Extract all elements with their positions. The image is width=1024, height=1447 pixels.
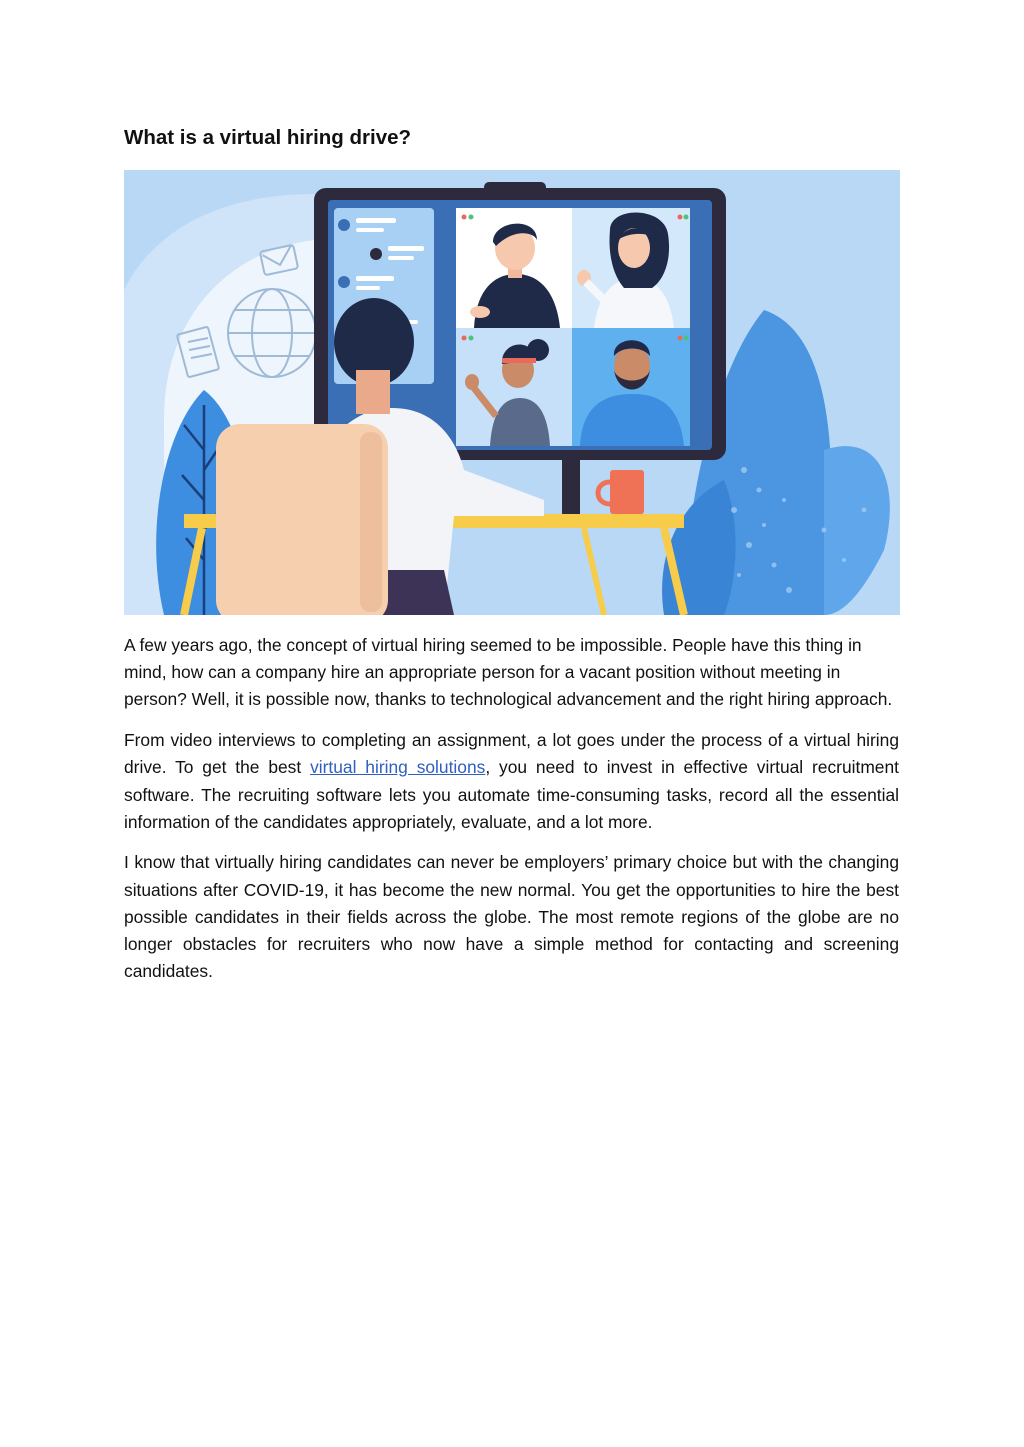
virtual-hiring-solutions-link[interactable]: virtual hiring solutions — [310, 757, 486, 778]
paragraph-2-before: From video interviews to completing an assignment, a lot goes under the process of a virtual hiring drive. To get the best — [124, 730, 899, 778]
video-conference-illustration — [124, 170, 900, 615]
paragraph-3: I know that virtually hiring candidates can never be employers’ primary choice but with the changing situations after COVID-19, it has become the new normal. You get the opportunities to hire the best possible candidates in their fields across the globe. The most remote regions of the globe are no longer obstacles for recruiters who now have a simple method for contacting and screening candidates. — [124, 852, 899, 982]
paragraph-1: A few years ago, the concept of virtual hiring seemed to be impossible. People have this thing in mind, how can a company hire an appropriate person for a vacant position without meeting in person? Well, it is possible now, thanks to technological advancement and the right hiring approach. — [124, 635, 893, 710]
paragraph-2 — [124, 727, 899, 836]
video-tile-4 — [572, 328, 690, 446]
paragraph-2-after: , you need to invest in effective virtual recruitment software. The recruiting software lets you automate time-consuming tasks, record all the essential information of the candidates appropriately, evaluate, and a lot more. — [124, 757, 899, 832]
chair-icon — [216, 424, 388, 615]
video-tile-3 — [456, 328, 572, 446]
page-title: What is a virtual hiring drive? — [124, 126, 412, 149]
video-tile-1 — [456, 208, 572, 328]
video-tile-2 — [572, 208, 690, 328]
article-body — [124, 632, 899, 999]
